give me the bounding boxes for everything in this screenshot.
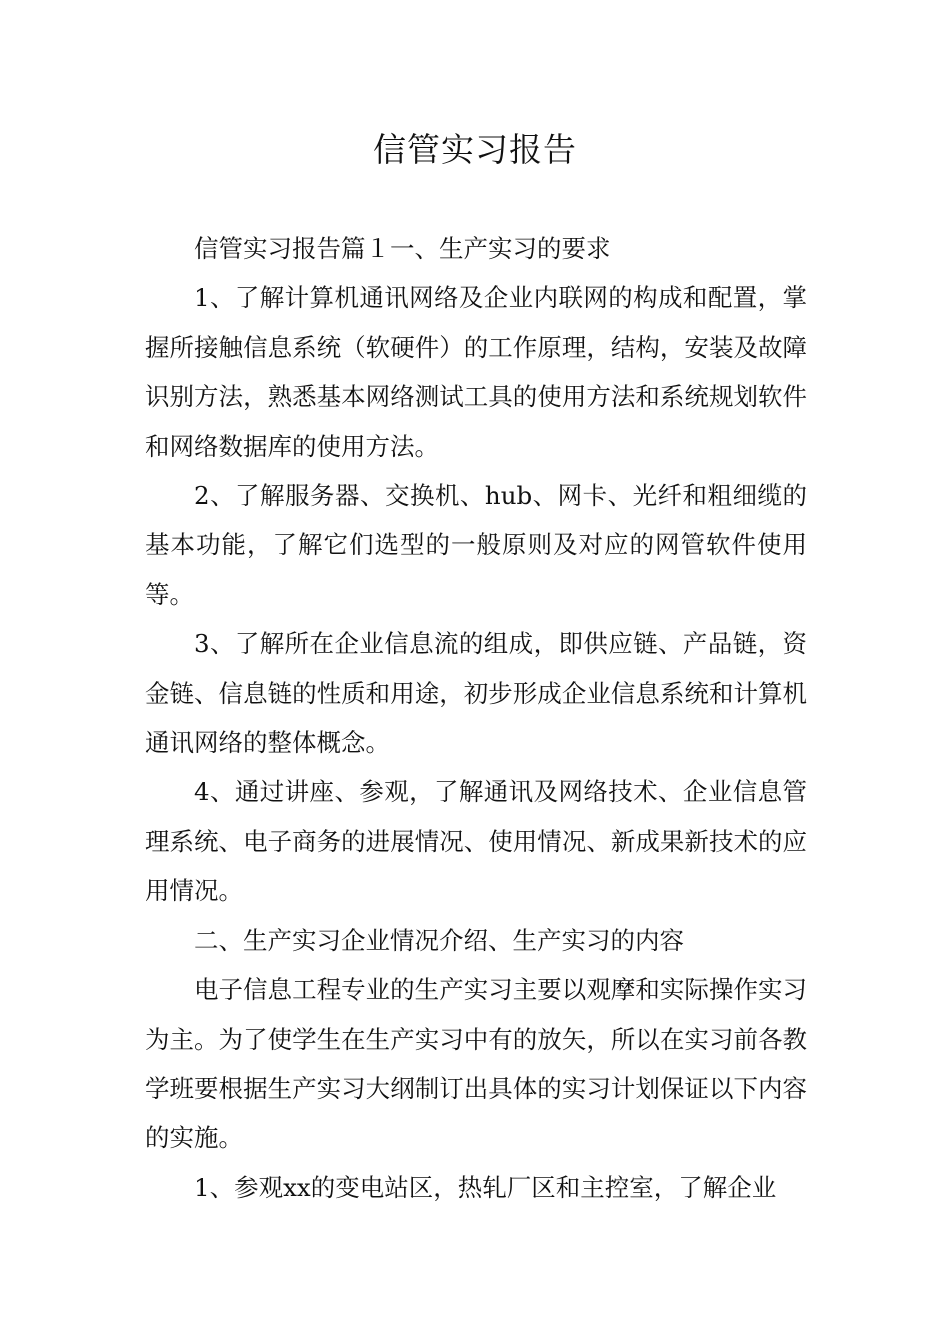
paragraph-item-4: 4、通过讲座、参观，了解通讯及网络技术、企业信息管理系统、电子商务的进展情况、使用情况、新成果新技术的应用情况。 bbox=[145, 777, 807, 906]
paragraph-heading-requirements: 信管实习报告篇１一、生产实习的要求 bbox=[194, 234, 611, 263]
paragraph-heading-company: 二、生产实习企业情况介绍、生产实习的内容 bbox=[194, 925, 684, 955]
paragraph-visit: 1、参观xx的变电站区，热轧厂区和主控室，了解企业 bbox=[194, 1172, 777, 1202]
paragraph-item-3: 3、了解所在企业信息流的组成，即供应链、产品链，资金链、信息链的性质和用途，初步形成企业信息系统和计算机通讯网络的整体概念。 bbox=[145, 629, 807, 758]
paragraph-intro: 电子信息工程专业的生产实习主要以观摩和实际操作实习为主。为了使学生在生产实习中有的放矢，所以在实习前各教学班要根据生产实习大纲制订出具体的实习计划保证以下内容的实施。 bbox=[145, 975, 807, 1153]
paragraph-item-2: 2、了解服务器、交换机、hub、网卡、光纤和粗细缆的基本功能，了解它们选型的一般原则及对应的网管软件使用等。 bbox=[145, 481, 807, 609]
document-body bbox=[145, 224, 807, 1212]
document-title: 信管实习报告 bbox=[373, 130, 577, 169]
paragraph-item-1: 1、了解计算机通讯网络及企业内联网的构成和配置，掌握所接触信息系统（软硬件）的工作原理，结构，安装及故障识别方法，熟悉基本网络测试工具的使用方法和系统规划软件和网络数据库的使用方法。 bbox=[145, 283, 807, 461]
